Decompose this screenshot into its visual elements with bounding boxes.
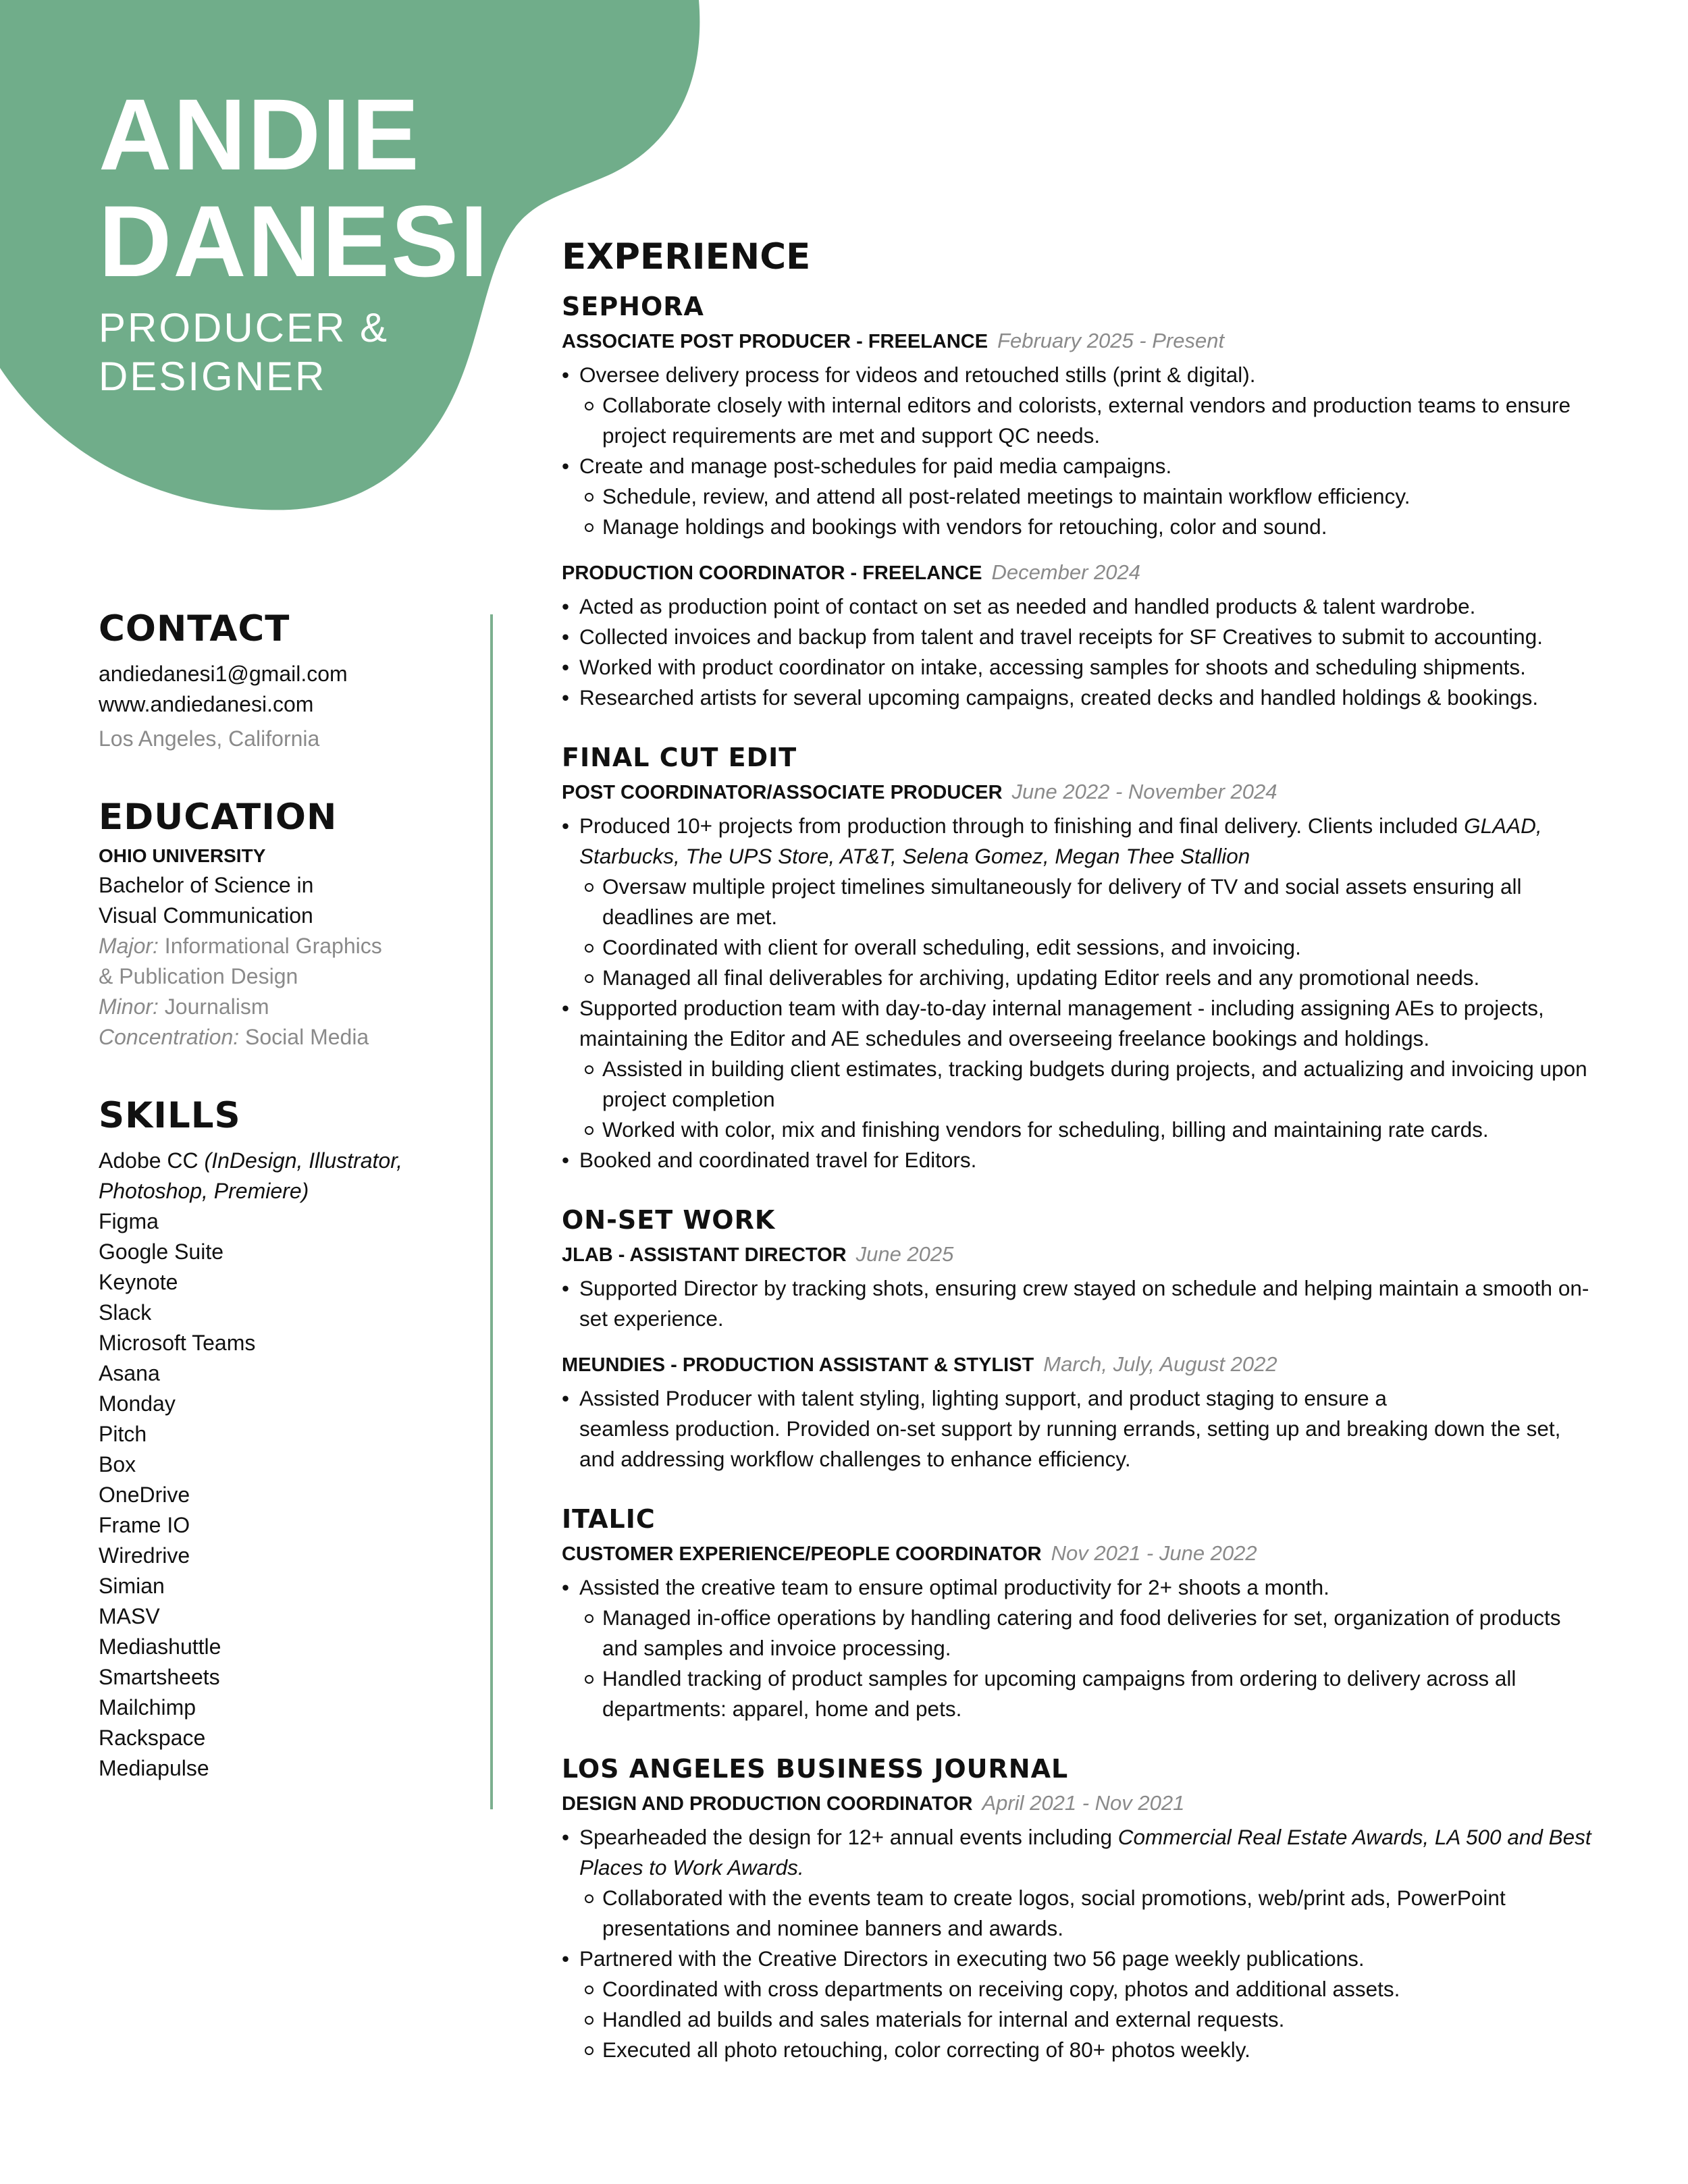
skill-item: Box bbox=[99, 1452, 136, 1476]
bullet-list bbox=[562, 360, 1602, 542]
role-date: April 2021 - Nov 2021 bbox=[982, 1791, 1185, 1815]
skill-item: MASV bbox=[99, 1604, 160, 1628]
role-row bbox=[562, 1538, 1602, 1570]
bullet-item: • Collected invoices and backup from talent and travel receipts for SF Creatives to submit to accounting. bbox=[562, 622, 1602, 652]
sub-bullet-item: Managed all final deliverables for archiving, updating Editor reels and any promotional needs. bbox=[562, 963, 1602, 993]
sub-bullet-item: Executed all photo retouching, color correcting of 80+ photos weekly. bbox=[562, 2035, 1602, 2065]
skills-section bbox=[99, 1094, 463, 1784]
sub-bullet-item: Coordinated with cross departments on receiving copy, photos and additional assets. bbox=[562, 1974, 1602, 2004]
role-row bbox=[562, 1239, 1602, 1271]
header bbox=[99, 78, 517, 401]
skill-item: Rackspace bbox=[99, 1726, 206, 1750]
bullet-text: Produced 10+ projects from production through to finishing and final delivery. Clients included bbox=[579, 814, 1465, 838]
client-list: GLAAD, Starbucks, The UPS Store, AT&T, Selena Gomez, Megan Thee Stallion bbox=[579, 814, 1542, 868]
experience-heading: EXPERIENCE bbox=[562, 236, 811, 277]
skill-item: Frame IO bbox=[99, 1513, 190, 1537]
skill-item: Mediashuttle bbox=[99, 1634, 221, 1659]
role-row bbox=[562, 325, 1602, 357]
sidebar bbox=[99, 608, 463, 1784]
role-row bbox=[562, 1349, 1602, 1381]
sub-bullet-item: Collaborated with the events team to create logos, social promotions, web/print ads, PowerPoint presentations and nominee banners and awards. bbox=[562, 1883, 1602, 1944]
bullet-list bbox=[562, 591, 1602, 713]
candidate-name bbox=[99, 78, 517, 298]
skill-item: Figma bbox=[99, 1209, 159, 1233]
sub-bullet-item: Manage holdings and bookings with vendors for retouching, color and sound. bbox=[562, 512, 1602, 542]
role-title: MEUNDIES - PRODUCTION ASSISTANT & STYLIST bbox=[562, 1354, 1034, 1376]
sub-bullet-item: Assisted in building client estimates, tracking budgets during projects, and actualizing and invoicing upon project completion bbox=[562, 1054, 1602, 1115]
skill-item: Wiredrive bbox=[99, 1543, 190, 1568]
role-title: JLAB - ASSISTANT DIRECTOR bbox=[562, 1244, 847, 1266]
skill-item-adobe-cont bbox=[99, 1176, 463, 1206]
skill-item: Google Suite bbox=[99, 1240, 224, 1264]
bullet-item bbox=[562, 1822, 1602, 1883]
bullet-list bbox=[562, 1273, 1602, 1334]
bullet-item: • Researched artists for several upcoming campaigns, created decks and handled holdings & bookings. bbox=[562, 683, 1602, 713]
bullet-item: • Assisted the creative team to ensure optimal productivity for 2+ shoots a month. bbox=[562, 1572, 1602, 1603]
bullet-item: • Supported Director by tracking shots, ensuring crew stayed on schedule and helping maintain a smooth on-set experience. bbox=[562, 1273, 1602, 1334]
column-divider bbox=[490, 614, 493, 1809]
sub-bullet-item: Schedule, review, and attend all post-related meetings to maintain workflow efficiency. bbox=[562, 481, 1602, 512]
education-major bbox=[99, 931, 463, 961]
skill-item: Mediapulse bbox=[99, 1756, 209, 1780]
role-title: PRODUCTION COORDINATOR - FREELANCE bbox=[562, 562, 982, 584]
major-value-1: Informational Graphics bbox=[158, 934, 382, 958]
event-list: Commercial Real Estate Awards, LA 500 and Best Places to Work Awards. bbox=[579, 1825, 1591, 1880]
job-final-cut-edit bbox=[562, 740, 1602, 1175]
bullet-list bbox=[562, 1572, 1602, 1724]
bullet-list bbox=[562, 1383, 1602, 1474]
education-minor bbox=[99, 992, 463, 1022]
role-line-1: PRODUCER & bbox=[99, 305, 390, 350]
education-major-cont: & Publication Design bbox=[99, 964, 298, 988]
sub-bullet-item: Collaborate closely with internal editors and colorists, external vendors and production teams to ensure project requirements are met and support QC needs. bbox=[562, 390, 1602, 451]
contact-location: Los Angeles, California bbox=[99, 726, 320, 751]
role-date: Nov 2021 - June 2022 bbox=[1051, 1541, 1257, 1565]
job-on-set-work bbox=[562, 1202, 1602, 1474]
role-title: DESIGN AND PRODUCTION COORDINATOR bbox=[562, 1793, 973, 1815]
contact-heading: CONTACT bbox=[99, 608, 290, 649]
bullet-item: • Supported production team with day-to-day internal management - including assigning AEs to projects, maintaining the Editor and AE schedules and overseeing freelance bookings and holdings. bbox=[562, 993, 1602, 1054]
name-last: DANESI bbox=[99, 184, 490, 298]
sub-bullet-item: Coordinated with client for overall scheduling, edit sessions, and invoicing. bbox=[562, 932, 1602, 963]
skill-item: OneDrive bbox=[99, 1483, 190, 1507]
bullet-item: • Worked with product coordinator on intake, accessing samples for shoots and scheduling shipments. bbox=[562, 652, 1602, 683]
skill-item: Slack bbox=[99, 1300, 152, 1325]
role-date: February 2025 - Present bbox=[997, 329, 1225, 352]
skill-item: Smartsheets bbox=[99, 1665, 220, 1689]
role-date: June 2022 - November 2024 bbox=[1011, 780, 1277, 803]
experience-column bbox=[562, 235, 1602, 2092]
bullet-list bbox=[562, 811, 1602, 1175]
skill-item: Asana bbox=[99, 1361, 160, 1385]
name-first: ANDIE bbox=[99, 78, 421, 191]
sub-bullet-item: Worked with color, mix and finishing vendors for scheduling, billing and maintaining rate cards. bbox=[562, 1115, 1602, 1145]
contact-email[interactable]: andiedanesi1@gmail.com bbox=[99, 662, 348, 686]
adobe-apps-1: (InDesign, Illustrator, bbox=[204, 1148, 402, 1173]
skill-item-adobe bbox=[99, 1146, 463, 1176]
education-school: OHIO UNIVERSITY bbox=[99, 845, 266, 866]
role-date: March, July, August 2022 bbox=[1043, 1352, 1277, 1376]
bullet-item: • Booked and coordinated travel for Editors. bbox=[562, 1145, 1602, 1175]
bullet-item: • Oversee delivery process for videos and retouched stills (print & digital). bbox=[562, 360, 1602, 390]
bullet-item bbox=[562, 1383, 1602, 1474]
concentration-label: Concentration: bbox=[99, 1025, 240, 1049]
skill-item: Pitch bbox=[99, 1422, 147, 1446]
company-name: SEPHORA bbox=[562, 292, 704, 321]
role-line-2: DESIGNER bbox=[99, 354, 327, 399]
job-sephora bbox=[562, 289, 1602, 713]
bullet-list bbox=[562, 1822, 1602, 2065]
skills-heading: SKILLS bbox=[99, 1095, 241, 1136]
role-date: December 2024 bbox=[991, 560, 1141, 584]
major-label: Major: bbox=[99, 934, 159, 958]
role-row bbox=[562, 776, 1602, 808]
sub-bullet-item: Oversaw multiple project timelines simultaneously for delivery of TV and social assets ensuring all deadlines are met. bbox=[562, 872, 1602, 932]
company-name: LOS ANGELES BUSINESS JOURNAL bbox=[562, 1754, 1069, 1784]
company-name: FINAL CUT EDIT bbox=[562, 743, 797, 772]
concentration-value: Social Media bbox=[239, 1025, 369, 1049]
skills-list bbox=[99, 1146, 463, 1784]
adobe-prefix: Adobe CC bbox=[99, 1148, 205, 1173]
education-section bbox=[99, 796, 463, 1053]
skill-item: Keynote bbox=[99, 1270, 178, 1294]
skill-item: Monday bbox=[99, 1391, 176, 1416]
role-row bbox=[562, 1788, 1602, 1819]
bullet-line-2: seamless production. Provided on-set support by running errands, setting up and breaking down the set, and addressing workflow challenges to enhance efficiency. bbox=[579, 1416, 1561, 1471]
skill-item: Mailchimp bbox=[99, 1695, 196, 1720]
education-degree-line-2: Visual Communication bbox=[99, 903, 313, 928]
minor-label: Minor: bbox=[99, 994, 159, 1019]
sub-bullet-item: Managed in-office operations by handling catering and food deliveries for set, organization of products and samples and invoice processing. bbox=[562, 1603, 1602, 1663]
adobe-apps-2: Photoshop, Premiere) bbox=[99, 1179, 309, 1203]
skill-item: Simian bbox=[99, 1574, 165, 1598]
role-title: CUSTOMER EXPERIENCE/PEOPLE COORDINATOR bbox=[562, 1543, 1042, 1565]
role-row bbox=[562, 557, 1602, 589]
bullet-line-1: • Assisted Producer with talent styling, lighting support, and product staging to ensure a bbox=[579, 1386, 1387, 1410]
job-italic bbox=[562, 1501, 1602, 1724]
contact-section bbox=[99, 608, 463, 754]
bullet-item bbox=[562, 811, 1602, 872]
job-la-business-journal bbox=[562, 1751, 1602, 2065]
education-concentration bbox=[99, 1022, 463, 1053]
role-date: June 2025 bbox=[855, 1242, 954, 1266]
education-degree-line-1: Bachelor of Science in bbox=[99, 873, 314, 897]
bullet-item: • Create and manage post-schedules for paid media campaigns. bbox=[562, 451, 1602, 481]
role-title: POST COORDINATOR/ASSOCIATE PRODUCER bbox=[562, 782, 1003, 803]
sub-bullet-item: Handled ad builds and sales materials for internal and external requests. bbox=[562, 2004, 1602, 2035]
skill-item: Microsoft Teams bbox=[99, 1331, 256, 1355]
sub-bullet-item: Handled tracking of product samples for upcoming campaigns from ordering to delivery across all departments: apparel, home and pets. bbox=[562, 1663, 1602, 1724]
company-name: ON-SET WORK bbox=[562, 1205, 776, 1235]
company-name: ITALIC bbox=[562, 1504, 656, 1534]
education-heading: EDUCATION bbox=[99, 797, 338, 838]
bullet-text: Spearheaded the design for 12+ annual events including bbox=[579, 1825, 1118, 1849]
bullet-item: • Acted as production point of contact on set as needed and handled products & talent wardrobe. bbox=[562, 591, 1602, 622]
candidate-role bbox=[99, 304, 517, 401]
role-title: ASSOCIATE POST PRODUCER - FREELANCE bbox=[562, 331, 988, 352]
contact-website[interactable]: www.andiedanesi.com bbox=[99, 692, 314, 716]
minor-value: Journalism bbox=[158, 994, 269, 1019]
bullet-item: • Partnered with the Creative Directors in executing two 56 page weekly publications. bbox=[562, 1944, 1602, 1974]
